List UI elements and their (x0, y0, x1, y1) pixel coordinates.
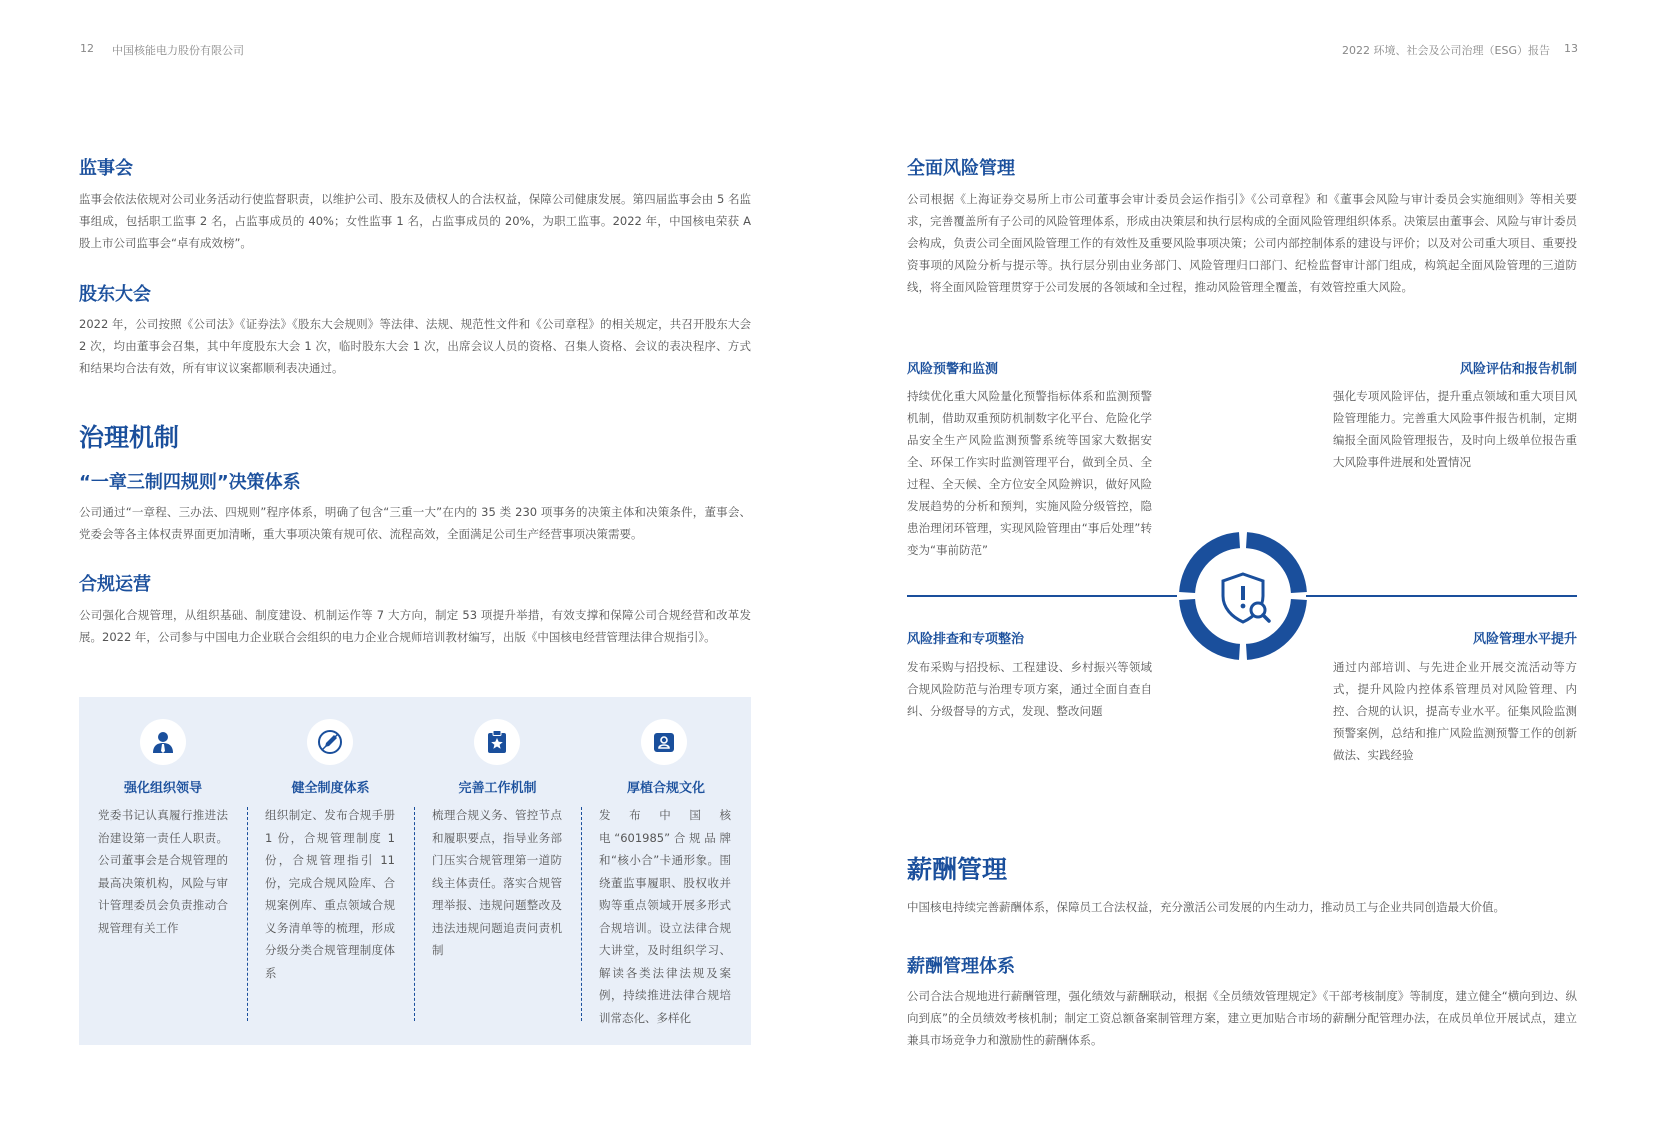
quadrant-text-improvement: 通过内部培训、与先进企业开展交流活动等方式，提升风险内控体系管理员对风险管理、内控、合规的认识，提高专业水平。征集风险监测预警案例，总结和推广风险监测预警工作的创新做法、实践经验 (1333, 660, 1577, 762)
governance-heading: 治理机制 (79, 423, 180, 452)
card-title-organization: 强化组织领导 (123, 781, 202, 796)
quadrant-title-warning: 风险预警和监测 (907, 362, 999, 377)
diagram-axis-right (1306, 595, 1577, 597)
compensation-heading: 薪酬管理 (907, 855, 1008, 884)
quadrant-text-assessment: 强化专项风险评估，提升重点领域和重大项目风险管理能力。完善重大风险事件报告机制，定期编报全面风险管理报告，及时向上级单位报告重大风险事件进展和处置情况 (1333, 389, 1577, 469)
shareholders-heading: 股东大会 (79, 284, 151, 305)
quadrant-text-warning: 持续优化重大风险量化预警指标体系和监测预警机制，借助双重预防机制数字化平台、危险化学品安全生产风险监测预警系统等国家大数据安全、环保工作实时监测管理平台，做到全员、全过程、全天候、全方位安全风险辨识，做好风险发展趋势的分析和预判，实施风险分级管控，隐患治理闭环管理，实现风险管理由“事后处理”转变为“事前防范” (907, 389, 1152, 557)
person-leader-icon (140, 719, 186, 765)
left-company-name: 中国核能电力股份有限公司 (112, 44, 244, 57)
decision-system-text: 公司通过“一章程、三办法、四规则”程序体系，明确了包含“三重一大”在内的 35 类 230 项事务的决策主体和决策条件，董事会、党委会等各主体权责界面更加清晰，重大事项决策有规可依、流程高效，全面满足公司生产经营事项决策需要。 (79, 505, 751, 541)
card-text-culture: 发布中国核电“601985”合规品牌和“核小合”卡通形象。围绕董监事履职、股权收并购等重点领域开展多形式合规培训。设立法律合规大讲堂，及时组织学习、解读各类法律法规及案例，持续推进法律合规培训常态化、多样化 (599, 808, 731, 1025)
quadrant-title-inspection: 风险排查和专项整治 (907, 632, 1025, 647)
card-divider (414, 807, 415, 1021)
quadrant-title-assessment: 风险评估和报告机制 (1459, 362, 1577, 377)
diagram-axis-left (907, 595, 1177, 597)
compensation-system-heading: 薪酬管理体系 (907, 956, 1015, 977)
compliance-panel (79, 697, 751, 1045)
card-text-organization: 党委书记认真履行推进法治建设第一责任人职责。公司董事会是合规管理的最高决策机构，风险与审计管理委员会负责推动合规管理有关工作 (98, 808, 228, 935)
decision-system-heading: “一章三制四规则”决策体系 (79, 472, 301, 493)
left-page-number: 12 (80, 42, 94, 55)
card-text-mechanism: 梳理合规义务、管控节点和履职要点，指导业务部门压实合规管理第一道防线主体责任。落实合规管理举报、违规问题整改及违法违规问题追责问责机制 (432, 808, 562, 957)
quadrant-title-improvement: 风险管理水平提升 (1472, 632, 1577, 647)
card-title-mechanism: 完善工作机制 (458, 781, 537, 796)
compliance-heading: 合规运营 (79, 574, 151, 595)
pencil-edit-icon (307, 719, 353, 765)
right-report-title: 2022 环境、社会及公司治理（ESG）报告 (1342, 44, 1550, 57)
card-title-system: 健全制度体系 (291, 781, 370, 796)
quadrant-text-inspection: 发布采购与招投标、工程建设、乡村振兴等领域合规风险防范与治理专项方案，通过全面自查自纠、分级督导的方式，发现、整改问题 (907, 660, 1152, 718)
compensation-intro: 中国核电持续完善薪酬体系，保障员工合法权益，充分激活公司发展的内生动力，推动员工与企业共同创造最大价值。 (907, 900, 1505, 914)
shareholders-text: 2022 年，公司按照《公司法》《证券法》《股东大会规则》等法律、法规、规范性文件和《公司章程》的相关规定，共召开股东大会 2 次，均由董事会召集，其中年度股东大会 1 次，临时股东大会 1 次，出席会议人员的资格、召集人资格、会议的表决程序、方式和结果均合法有效，所有审议议案都顺利表决通过。 (79, 317, 751, 375)
supervisory-text: 监事会依法依规对公司业务活动行使监督职责，以维护公司、股东及债权人的合法权益，保障公司健康发展。第四届监事会由 5 名监事组成，包括职工监事 2 名，占监事成员的 40%；女性监事 1 名，占监事成员的 20%，为职工监事。2022 年，中国核电荣获 A 股上市公司监事会“卓有成效榜”。 (79, 192, 751, 250)
compensation-system-text: 公司合法合规地进行薪酬管理，强化绩效与薪酬联动，根据《全员绩效管理规定》《干部考核制度》等制度，建立健全“横向到边、纵向到底”的全员绩效考核机制；制定工资总额备案制管理方案，建立更加贴合市场的薪酬分配管理办法，在成员单位开展试点，建立兼具市场竞争力和激励性的薪酬体系。 (907, 989, 1577, 1047)
card-text-system: 组织制定、发布合规手册 1 份，合规管理制度 1 份，合规管理指引 11 份，完成合规风险库、合规案例库、重点领域合规义务清单等的梳理，形成分级分类合规管理制度体系 (265, 808, 395, 980)
clipboard-star-icon (474, 719, 520, 765)
id-badge-icon (641, 719, 687, 765)
card-divider (247, 807, 248, 1021)
card-divider (581, 807, 582, 1021)
risk-heading: 全面风险管理 (907, 158, 1015, 179)
right-page-number: 13 (1564, 42, 1578, 55)
supervisory-heading: 监事会 (79, 158, 133, 179)
compliance-text: 公司强化合规管理，从组织基础、制度建设、机制运作等 7 大方向，制定 53 项提升举措，有效支撑和保障公司合规经营和改革发展。2022 年，公司参与中国电力企业联合会组织的电力企业合规师培训教材编写，出版《中国核电经营管理法律合规指引》。 (79, 608, 751, 644)
risk-text: 公司根据《上海证券交易所上市公司董事会审计委员会运作指引》《公司章程》和《董事会风险与审计委员会实施细则》等相关要求，完善覆盖所有子公司的风险管理体系，形成由决策层和执行层构成的全面风险管理组织体系。决策层由董事会、风险与审计委员会构成，负责公司全面风险管理工作的有效性及重要风险事项决策；公司内部控制体系的建设与评价；以及对公司重大项目、重要投资事项的风险分析与提示等。执行层分别由业务部门、风险管理归口部门、纪检监督审计部门组成，构筑起全面风险管理的三道防线，将全面风险管理贯穿于公司发展的各领域和全过程，推动风险管理全覆盖，有效管控重大风险。 (907, 192, 1577, 294)
card-title-culture: 厚植合规文化 (626, 781, 705, 796)
shield-search-icon (1177, 530, 1309, 662)
